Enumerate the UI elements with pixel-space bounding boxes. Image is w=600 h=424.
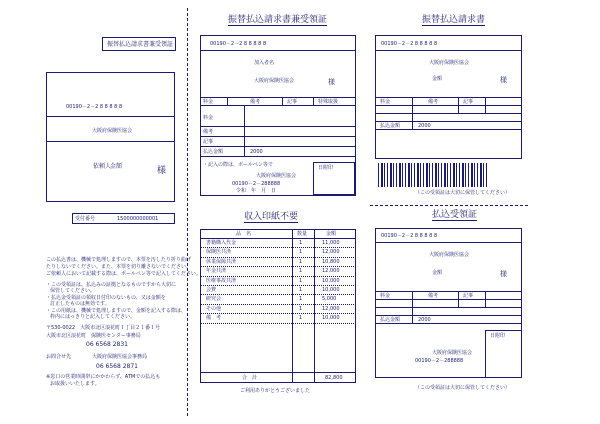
table-cell-amount: 12,000 bbox=[322, 249, 340, 255]
right-top-sama: 様 bbox=[500, 76, 507, 84]
table-cell-amount: 12,000 bbox=[322, 306, 340, 312]
table-cell-name: 会費 bbox=[206, 287, 217, 293]
center-top-title: 振替払込請求書兼受領証 bbox=[228, 15, 328, 25]
center-bottom-header-2: 数量 bbox=[297, 231, 308, 237]
table-cell-qty: 1 bbox=[299, 249, 303, 255]
center-top-header-4: 特殊取扱 bbox=[318, 99, 339, 105]
left-contact: 大阪府保険医協会事務局 bbox=[92, 354, 148, 360]
left-footer-1: ※窓口の営業時間帯にかかわらず、ATMでの払込も bbox=[46, 374, 161, 380]
left-main-box bbox=[46, 72, 175, 202]
center-top-row-3: 記事 bbox=[203, 139, 214, 145]
right-bottom-stamp-label: 日附印 bbox=[490, 333, 506, 339]
table-cell-qty: 1 bbox=[299, 296, 303, 302]
table-cell-qty: 1 bbox=[299, 240, 303, 246]
center-bottom-header-3: 金額 bbox=[326, 231, 337, 237]
table-cell-name: 保険医共済 bbox=[206, 249, 232, 255]
fold-line bbox=[187, 8, 188, 416]
right-bottom-title: 払込受領証 bbox=[432, 210, 478, 220]
right-bottom-account: 00190－2－2 8 8 8 8 8 bbox=[381, 233, 438, 239]
center-top-stamp-label: 日附印 bbox=[318, 165, 334, 171]
table-cell-qty: 1 bbox=[299, 259, 303, 265]
table-cell-amount: 10,800 bbox=[322, 259, 340, 265]
table-cell-name: 医療事故共済 bbox=[206, 278, 237, 284]
left-amount-label: 金額 bbox=[110, 163, 123, 170]
center-top-payee-label: 加入者名 bbox=[254, 60, 275, 66]
right-bottom-header-3: 記事 bbox=[463, 293, 474, 299]
barcode bbox=[378, 163, 488, 187]
center-top-amount: 2000 bbox=[250, 149, 263, 155]
table-cell-qty: 1 bbox=[299, 315, 303, 321]
right-bottom-caption: （この受領証は大切に保管してください） bbox=[415, 385, 511, 391]
left-contact-label: お問合せ先 bbox=[46, 354, 72, 360]
right-bottom-header-1: 料金 bbox=[380, 293, 391, 299]
right-top-amount-label: 金額 bbox=[432, 76, 443, 82]
right-top-amount-row-label: 払込金額 bbox=[380, 123, 401, 129]
table-cell-name: 休業保障共済 bbox=[206, 259, 237, 265]
table-cell-name: 書籍購入代金 bbox=[206, 240, 237, 246]
right-top-caption: （この受領証は大切に保管してください） bbox=[415, 190, 511, 196]
table-cell-qty: 1 bbox=[299, 278, 303, 284]
table-cell-qty: 1 bbox=[299, 287, 303, 293]
right-top-title: 振替払込請求書 bbox=[422, 15, 486, 25]
right-bottom-header-2: 備考 bbox=[428, 293, 439, 299]
center-top-receipt-2: 00190－2－288888 bbox=[232, 181, 281, 187]
right-top-header-2: 備考 bbox=[428, 99, 439, 105]
center-top-header-3: 記事 bbox=[287, 99, 298, 105]
center-top-sama: 様 bbox=[328, 78, 335, 86]
table-cell-name: その他 bbox=[206, 306, 222, 312]
left-address-2: 大阪市北区浪花町 保険医センター事務局 bbox=[46, 333, 141, 339]
table-cell-amount: 11,000 bbox=[322, 240, 340, 246]
left-sender-label: 依頼人 bbox=[93, 163, 112, 170]
center-bottom-footer: ご利用ありがとうございました bbox=[240, 388, 311, 394]
table-cell-name: 研究会 bbox=[206, 296, 222, 302]
center-top-receipt-3: 令和 年 月 日 bbox=[236, 188, 277, 194]
center-top-payee: 大阪府保険医協会 bbox=[254, 78, 295, 84]
left-account: 00190－2－2 8 8 8 8 8 bbox=[66, 104, 123, 110]
center-bottom-total-amount: 82,800 bbox=[325, 375, 343, 381]
left-payee: 大阪府保険医協会 bbox=[92, 128, 133, 134]
left-title: 振替払込請求書兼受領証 bbox=[107, 41, 174, 48]
center-bottom-title: 収入印紙不要 bbox=[244, 212, 299, 222]
right-bottom-amount-label: 金額 bbox=[432, 270, 443, 276]
right-bottom-receipt-2: 00190－2－288888 bbox=[415, 358, 464, 364]
center-top-row-2: 備考 bbox=[203, 129, 214, 135]
table-cell-amount: 10,000 bbox=[322, 315, 340, 321]
table-cell-amount: 10,000 bbox=[322, 287, 340, 293]
right-top-payee: 大阪府保険医協会 bbox=[429, 60, 470, 66]
table-cell-qty: 1 bbox=[299, 268, 303, 274]
right-top-amount: 2000 bbox=[418, 123, 431, 129]
right-top-header-1: 料金 bbox=[380, 99, 391, 105]
left-footer-2: お取扱いいたします。 bbox=[50, 381, 100, 387]
center-top-amount-label: 払込金額 bbox=[203, 149, 224, 155]
right-bottom-amount-row-label: 払込金額 bbox=[380, 317, 401, 323]
center-top-account: 00190－2－2 8 8 8 8 8 bbox=[210, 41, 267, 47]
right-top-account: 00190－2－2 8 8 8 8 8 bbox=[381, 41, 438, 47]
table-cell-qty: 1 bbox=[299, 306, 303, 312]
center-top-receipt-1: 大阪府保険医協会 bbox=[256, 173, 297, 179]
left-tel-1: 06 6568 2831 bbox=[86, 341, 128, 348]
right-divider bbox=[370, 205, 528, 206]
right-bottom-payee: 大阪府保険医協会 bbox=[429, 252, 470, 258]
center-top-header-2: 備考 bbox=[250, 99, 261, 105]
center-bottom-header-1: 品 名 bbox=[236, 231, 252, 237]
center-top-row-1: 料金 bbox=[203, 115, 214, 121]
right-bottom-amount: 2000 bbox=[418, 317, 431, 323]
left-number-label: 受付番号 bbox=[75, 216, 96, 222]
left-address-1: 〒530-0022 大阪市北区浪花町１丁目２１番１号 bbox=[46, 325, 161, 331]
center-top-header-1: 料金 bbox=[203, 99, 214, 105]
table-cell-amount: 10,000 bbox=[322, 278, 340, 284]
left-sama: 様 bbox=[157, 166, 167, 176]
left-tel-2: 06 6568 2871 bbox=[96, 363, 138, 370]
table-cell-name: 備 考 bbox=[206, 315, 222, 321]
right-bottom-receipt-1: 大阪府保険医協会 bbox=[432, 350, 473, 356]
center-top-note-1: ・記入の際は、ボールペン等で bbox=[203, 162, 273, 168]
right-top-header-3: 記事 bbox=[463, 99, 474, 105]
right-bottom-sama: 様 bbox=[500, 270, 507, 278]
table-cell-amount: 12,000 bbox=[322, 268, 340, 274]
center-bottom-total-label: 合 計 bbox=[242, 375, 258, 381]
table-cell-amount: 5,000 bbox=[322, 296, 337, 302]
table-cell-name: 年金共済 bbox=[206, 268, 227, 274]
left-number: 1500000000001 bbox=[117, 216, 159, 222]
